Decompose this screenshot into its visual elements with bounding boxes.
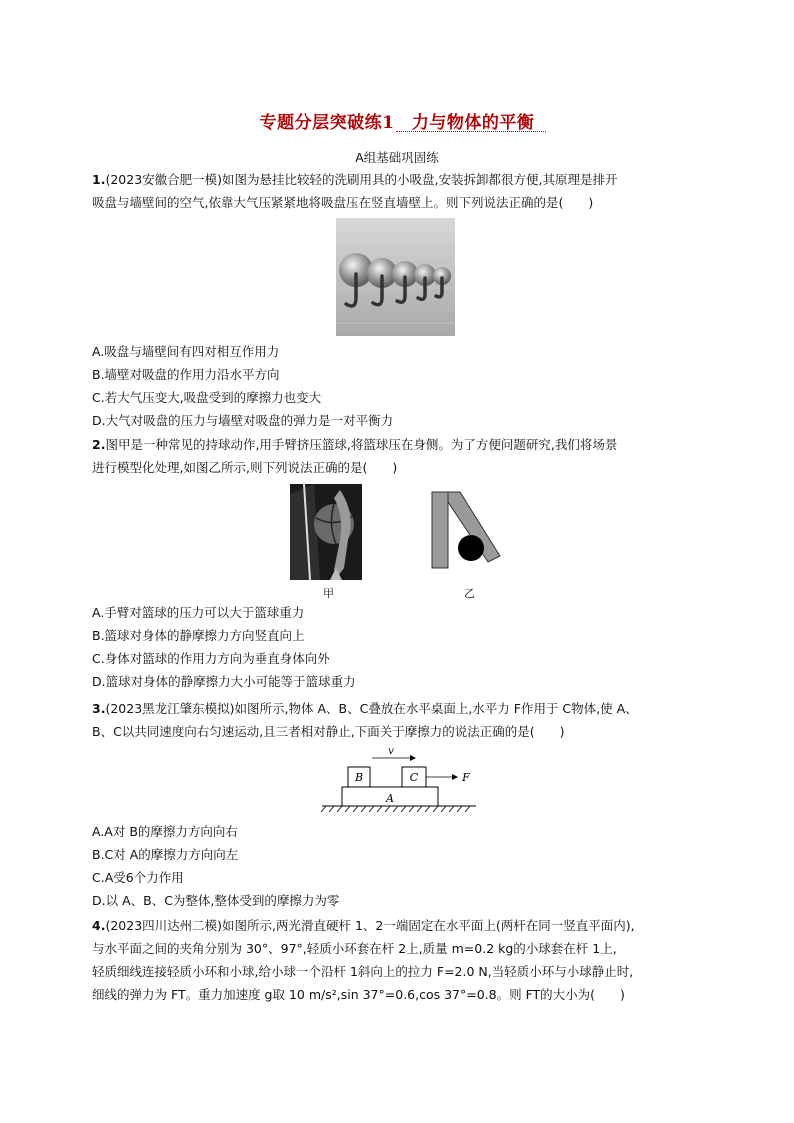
- question-text: B、C以共同速度向右匀速运动,且三者相对静止,下面关于摩擦力的说法正确的是( ): [92, 724, 565, 739]
- question-number: 1.: [92, 172, 106, 187]
- question-3: [92, 697, 712, 743]
- title-underline: [396, 131, 546, 132]
- q3-option-b: B.C对 A的摩擦力方向向左: [92, 847, 239, 862]
- velocity-label: v: [388, 746, 394, 757]
- q2-option-c: C.身体对篮球的作用力方向为垂直身体向外: [92, 651, 330, 666]
- block-b-label: B: [354, 771, 364, 784]
- question-text: 细线的弹力为 FT。重力加速度 g取 10 m/s²,sin 37°=0.6,cos 37°=0.8。则 FT的大小为( ): [92, 987, 625, 1002]
- question-4: [92, 914, 712, 1006]
- q2-option-b: B.篮球对身体的静摩擦力方向竖直向上: [92, 628, 305, 643]
- question-text: 进行模型化处理,如图乙所示,则下列说法正确的是( ): [92, 460, 398, 475]
- basketball-model-diagram: [430, 490, 502, 570]
- q1-option-b: B.墙壁对吸盘的作用力沿水平方向: [92, 367, 280, 382]
- stacked-blocks-diagram: [320, 744, 480, 814]
- question-text: 与水平面之间的夹角分别为 30°、97°,轻质小环套在杆 2上,质量 m=0.2 kg的小球套在杆 1上,: [92, 941, 617, 956]
- q2-option-a: A.手臂对篮球的压力可以大于篮球重力: [92, 605, 305, 620]
- section-heading: A组基础巩固练: [355, 150, 439, 165]
- question-number: 2.: [92, 437, 106, 452]
- question-text: 图甲是一种常见的持球动作,用手臂挤压篮球,将篮球压在身侧。为了方便问题研究,我们将场景: [105, 437, 618, 452]
- block-a-label: A: [386, 792, 394, 805]
- question-2: [92, 433, 712, 479]
- q3-option-a: A.A对 B的摩擦力方向向右: [92, 824, 238, 839]
- figure-caption-right: 乙: [464, 587, 475, 600]
- question-number: 4.: [92, 918, 106, 933]
- question-number: 3.: [92, 701, 106, 716]
- question-text: 吸盘与墙壁间的空气,依靠大气压紧紧地将吸盘压在竖直墙壁上。则下列说法正确的是( ): [92, 195, 594, 210]
- page-title: 专题分层突破练1 力与物体的平衡: [259, 113, 535, 133]
- q2-option-d: D.篮球对身体的静摩擦力大小可能等于篮球重力: [92, 674, 356, 689]
- q1-option-a: A.吸盘与墙壁间有四对相互作用力: [92, 344, 280, 359]
- block-c-label: C: [409, 771, 419, 784]
- q3-option-d: D.以 A、B、C为整体,整体受到的摩擦力为零: [92, 893, 340, 908]
- basketball-hold-photo: [290, 484, 362, 580]
- suction-hooks-photo: [336, 218, 455, 336]
- question-text: (2023黑龙江肇东模拟)如图所示,物体 A、B、C叠放在水平桌面上,水平力 F作用于 C物体,使 A、: [105, 701, 638, 716]
- question-1: [92, 168, 712, 214]
- figure-caption-left: 甲: [323, 587, 334, 600]
- q1-option-c: C.若大气压变大,吸盘受到的摩擦力也变大: [92, 390, 322, 405]
- question-text: (2023四川达州二模)如图所示,两光滑直硬杆 1、2一端固定在水平面上(两杆在同一竖直平面内),: [105, 918, 635, 933]
- q3-option-c: C.A受6个力作用: [92, 870, 184, 885]
- force-label: F: [462, 771, 470, 784]
- question-text: (2023安徽合肥一模)如图为悬挂比较轻的洗刷用具的小吸盘,安装拆卸都很方便,其原理是排开: [105, 172, 618, 187]
- q1-option-d: D.大气对吸盘的压力与墙壁对吸盘的弹力是一对平衡力: [92, 413, 394, 428]
- question-text: 轻质细线连接轻质小环和小球,给小球一个沿杆 1斜向上的拉力 F=2.0 N,当轻质小环与小球静止时,: [92, 964, 634, 979]
